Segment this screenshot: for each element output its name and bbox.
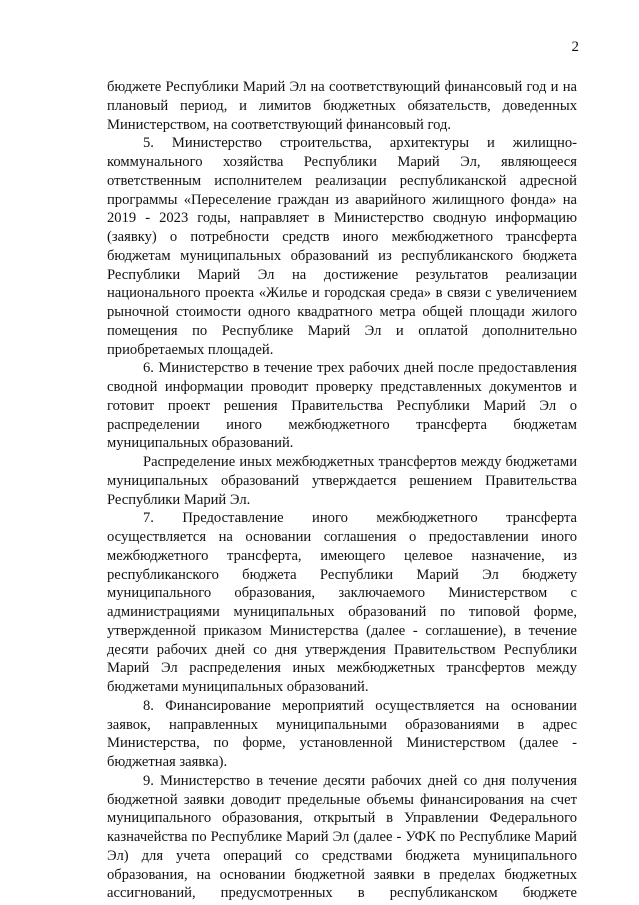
paragraph-item-8: 8. Финансирование мероприятий осуществляется на основании заявок, направленных муниципальными образованиями в адрес Министерства, по форме, установленной Министерством (далее - бюджетная заявка). <box>107 697 577 770</box>
page-number: 2 <box>571 39 579 55</box>
paragraph-item-5: 5. Министерство строительства, архитектуры и жилищно-коммунального хозяйства Республики Марий Эл, являющееся ответственным исполнителем реализации республиканской адресной программы «Переселение граждан из аварийного жилищного фонда» на 2019 - 2023 годы, направляет в Министерство сводную информацию (заявку) о потребности средств иного межбюджетного трансферта бюджетам муниципальных образований из республиканского бюджета Республики Марий Эл на достижение результатов реализации национального проекта «Жилье и городская среда» в связи с увеличением рыночной стоимости одного квадратного метра общей площади жилого помещения по Республике Марий Эл и оплатой дополнительно приобретаемых площадей. <box>107 135 577 358</box>
paragraph-distribution: Распределение иных межбюджетных трансфертов между бюджетами муниципальных образований утверждается решением Правительства Республики Марий Эл. <box>107 454 577 508</box>
paragraph-item-7: 7. Предоставление иного межбюджетного трансферта осуществляется на основании соглашения о предоставлении иного межбюджетного трансферта, имеющего целевое назначение, из республиканского бюджета Республики Марий Эл бюджету муниципального образования, заключаемого Министерством с администрациями муниципальных образований по типовой форме, утвержденной приказом Министерства (далее - соглашение), в течение десяти рабочих дней со дня утверждения Правительством Республики Марий Эл распределения иных межбюджетных трансфертов между бюджетами муниципальных образований. <box>107 510 577 695</box>
document-body <box>107 78 577 903</box>
paragraph-continuation: бюджете Республики Марий Эл на соответствующий финансовый год и на плановый период, и лимитов бюджетных обязательств, доведенных Министерством, на соответствующий финансовый год. <box>107 79 577 133</box>
paragraph-item-6: 6. Министерство в течение трех рабочих дней после предоставления сводной информации проводит проверку представленных документов и готовит проект решения Правительства Республики Марий Эл о распределении иного межбюджетного трансферта бюджетам муниципальных образований. <box>107 360 577 452</box>
paragraph-item-9: 9. Министерство в течение десяти рабочих дней со дня получения бюджетной заявки доводит предельные объемы финансирования на счет муниципального образования, открытый в Управлении Федерального казначейства по Республике Марий Эл (далее - УФК по Республике Марий Эл) для учета операций со средствами бюджета муниципального образования, на основании бюджетной заявки в пределах бюджетных ассигнований, предусмотренных в республиканском бюджете <box>107 772 577 902</box>
